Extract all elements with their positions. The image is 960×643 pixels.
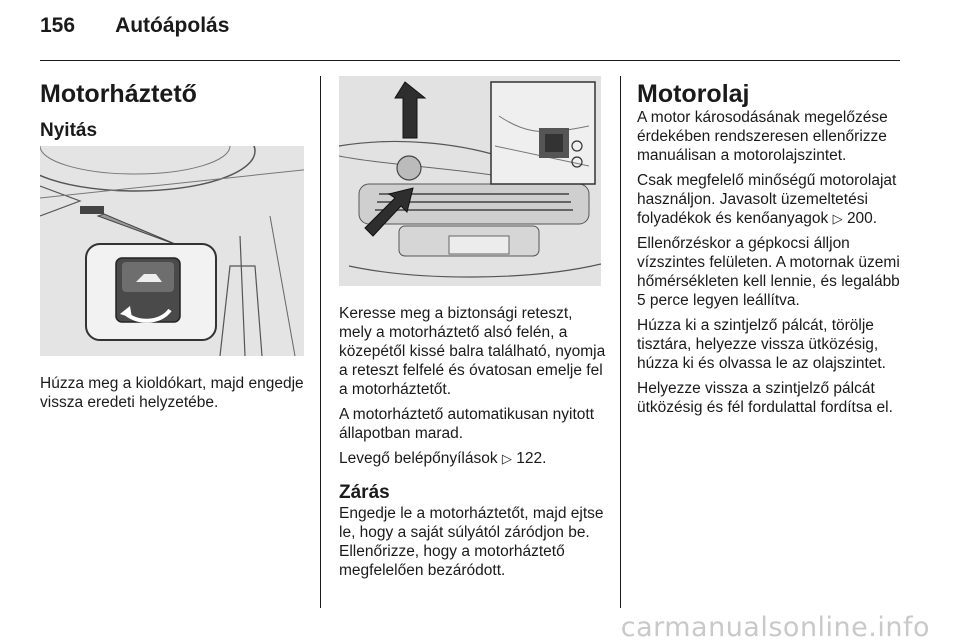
oil-check-conditions: Ellenőrzéskor a gépkocsi álljon vízszintes felületen. A motornak üzemi hőmérsékleten kell lennie, és legalább 5 perce legyen leállítva. <box>637 235 900 309</box>
page-reference-arrow-icon: ▷ <box>832 211 843 226</box>
hood-release-instruction: Húzza meg a kioldókart, majd engedje vissza eredeti helyzetébe. <box>40 375 304 411</box>
column-1 <box>40 80 305 142</box>
section-title-engine-oil: Motorolaj <box>637 80 750 108</box>
column-2-text <box>339 304 607 586</box>
page-reference-arrow-icon: ▷ <box>501 451 512 466</box>
page-header <box>40 14 229 38</box>
fluids-page[interactable]: 200. <box>846 210 878 227</box>
column-1-text <box>40 374 305 418</box>
header-divider <box>40 60 900 61</box>
hood-safety-catch-drawing <box>339 76 601 286</box>
safety-catch-instruction: Keresse meg a biztonsági reteszt, mely a motorháztető alsó felén, a közepétől kissé balra található, nyomja a reteszt felfelé és óvatosan emelje fel a motorháztetőt. <box>339 305 606 398</box>
oil-quality-note <box>637 171 902 228</box>
hood-safety-catch-illustration <box>339 76 601 286</box>
page-number: 156 <box>40 14 76 37</box>
hood-release-lever-illustration <box>40 146 304 356</box>
air-intake-page[interactable]: 122. <box>516 450 547 467</box>
chapter-title: Autóápolás <box>115 14 230 37</box>
hood-stays-open-note: A motorháztető automatikusan nyitott állapotban marad. <box>339 406 595 442</box>
section-title-hood: Motorháztető <box>40 80 197 108</box>
hood-release-lever-drawing <box>40 146 304 356</box>
air-intake-text: Levegő belépőnyílások <box>339 450 498 467</box>
oil-check-intro: A motor károsodásának megelőzése érdekében rendszeresen ellenőrizze manuálisan a motorolajszintet. <box>637 109 888 164</box>
column-3 <box>637 80 902 423</box>
dipstick-instruction: Húzza ki a szintjelző pálcát, törölje tisztára, helyezze vissza ütközésig, húzza ki és olvassa le az olajszintet. <box>637 317 886 372</box>
air-intake-reference <box>339 449 607 468</box>
dipstick-reinsert-instruction: Helyezze vissza a szintjelző pálcát ütközésig és fél fordulattal fordítsa el. <box>637 380 893 416</box>
closing-instruction: Engedje le a motorháztetőt, majd ejtse le, hogy a saját súlyától záródjon be. Ellenőrizze, hogy a motorháztető megfelelően bezáródott. <box>339 505 604 579</box>
subsection-title-opening: Nyitás <box>40 120 98 141</box>
column-divider-right <box>620 76 621 608</box>
subsection-title-closing: Zárás <box>339 482 390 503</box>
column-divider-left <box>320 76 321 608</box>
oil-quality-text: Csak megfelelő minőségű motorolajat használjon. Javasolt üzemeltetési folyadékok és kenőanyagok <box>637 172 897 227</box>
watermark: carmanualsonline.info <box>620 612 930 643</box>
